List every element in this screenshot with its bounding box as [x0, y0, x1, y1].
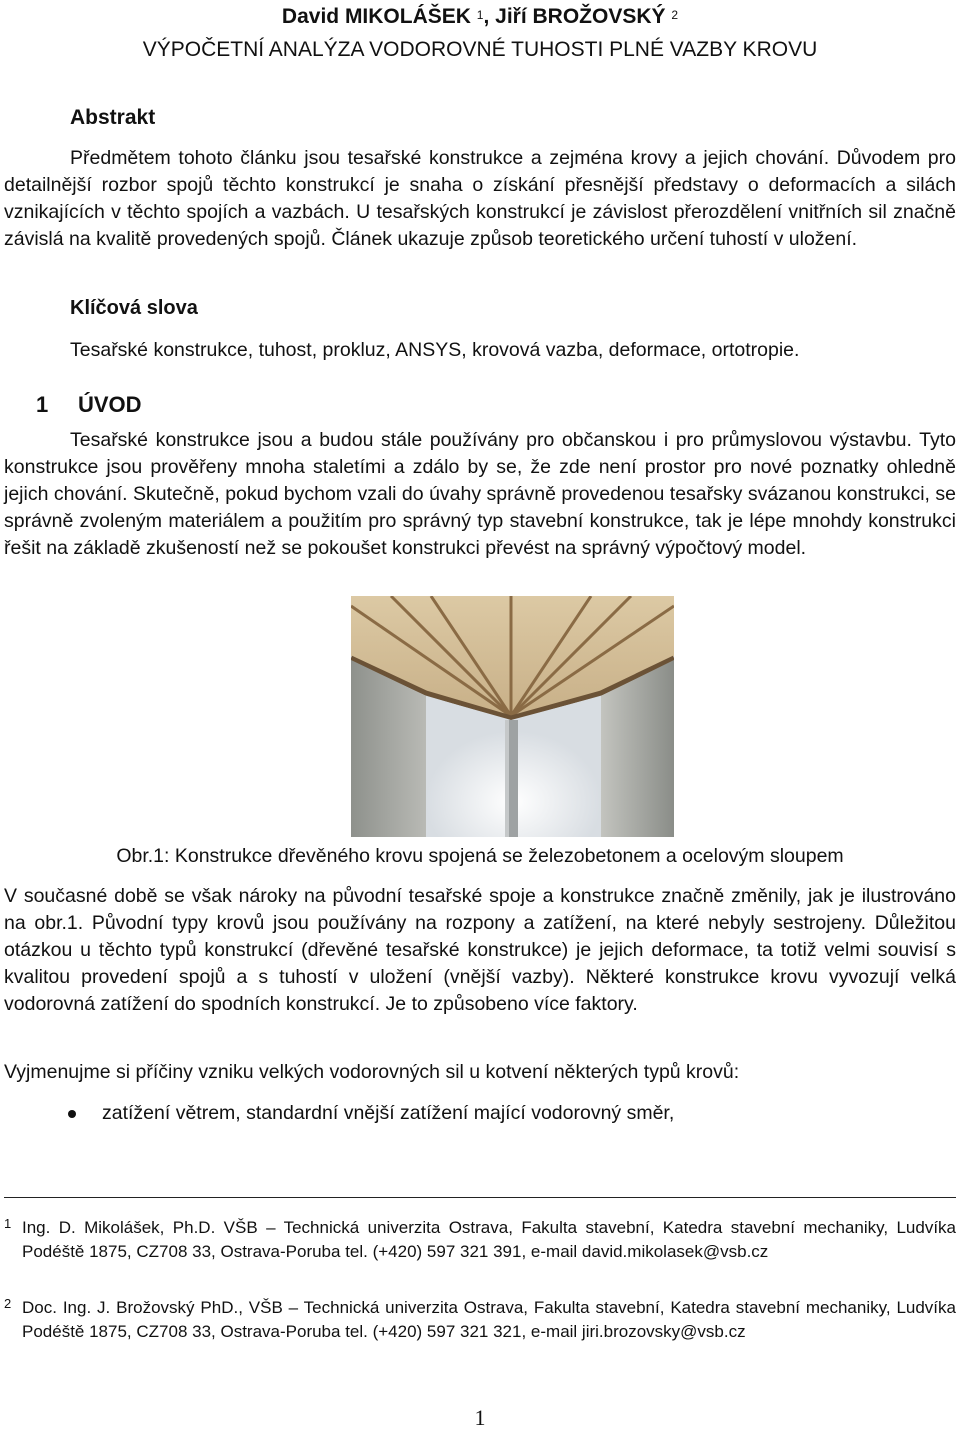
roof-structure-photo — [351, 596, 674, 837]
author-separator: , — [483, 5, 496, 28]
section-heading — [36, 390, 142, 420]
keywords-text: Tesařské konstrukce, tuhost, prokluz, ANSYS, krovová vazba, deformace, ortotropie. — [70, 339, 800, 361]
author-line — [0, 3, 960, 31]
roof-photo-illustration — [351, 596, 674, 837]
footnote-divider — [4, 1197, 956, 1198]
paragraph-2: V současné době se však nároky na původní tesařské spoje a konstrukce značně změnily, jak je ilustrováno na obr.1. Původní typy krovů jsou používány na rozpony a zatížení, na které nebyly sestrojeny. Důležitou otázkou u těchto typů konstrukcí (dřevěné tesařské konstrukce) je jejich deformace, ta totiž velmi souvisí s kvalitou provedení spojů a s tuhostí v uložení (vnější vazby). Některé konstrukce krovu vyvozují velká vodorovná zatížení do spodních konstrukcí. Je to způsobeno více faktory. — [4, 885, 956, 1015]
paper-title: VÝPOČETNÍ ANALÝZA VODOROVNÉ TUHOSTI PLNÉ VAZBY KROVU — [142, 38, 818, 61]
figure-caption: Obr.1: Konstrukce dřevěného krovu spojená se železobetonem a ocelovým sloupem — [116, 845, 844, 867]
section-number: 1 — [36, 392, 49, 417]
list-item-text: zatížení větrem, standardní vnější zatížení mající vodorovný směr, — [102, 1102, 675, 1124]
paragraph-3: Vyjmenujme si příčiny vzniku velkých vodorovných sil u kotvení některých typů krovů: — [4, 1061, 740, 1083]
section-title: ÚVOD — [78, 392, 142, 417]
bullet-icon — [68, 1110, 76, 1118]
abstract-paragraph — [4, 145, 956, 253]
author-2-name: Jiří BROŽOVSKÝ — [495, 5, 666, 28]
page-number: 1 — [474, 1405, 486, 1430]
author-2-footnote-mark: 2 — [671, 8, 679, 22]
footnote-text: Doc. Ing. J. Brožovský PhD., VŠB – Technická univerzita Ostrava, Fakulta stavební, Katedra stavební mechaniky, Ludvíka Podéště 1875, CZ708 33, Ostrava-Poruba tel. (+420) 597 321 321, e-mail jiri.brozovsky@vsb.cz — [22, 1298, 956, 1341]
footnote-number: 1 — [4, 1216, 12, 1231]
footnote-2 — [4, 1296, 956, 1344]
author-1-name: David MIKOLÁŠEK — [281, 5, 471, 28]
footnote-text: Ing. D. Mikolášek, Ph.D. VŠB – Technická univerzita Ostrava, Fakulta stavební, Katedra stavební mechaniky, Ludvíka Podéště 1875, CZ708 33, Ostrava-Poruba tel. (+420) 597 321 391, e-mail david.mikolasek@vsb.cz — [22, 1218, 956, 1261]
list-item — [60, 1100, 940, 1127]
causes-list — [60, 1100, 940, 1127]
intro-text: Tesařské konstrukce jsou a budou stále používány pro občanskou i pro průmyslovou výstavbu. Tyto konstrukce jsou prověřeny mnoha staletími a zdálo by se, že zde není prostor pro nové poznatky ohledně jejich chování. Skutečně, pokud bychom vzali do úvahy správně provedenou tesařsky svázanou konstrukci, se správně zvoleným materiálem a použitím pro správný typ stavební konstrukce, tak je lépe mnohdy konstrukci řešit na základě zkušeností než se pokoušet konstrukci převést na správný výpočtový model. — [4, 429, 956, 559]
footnote-1 — [4, 1216, 956, 1264]
intro-paragraph — [4, 427, 956, 562]
footnote-number: 2 — [4, 1296, 12, 1311]
author-1-footnote-mark: 1 — [476, 8, 484, 22]
keywords-heading: Klíčová slova — [70, 297, 198, 319]
abstract-heading: Abstrakt — [70, 106, 156, 129]
abstract-text: Předmětem tohoto článku jsou tesařské konstrukce a zejména krovy a jejich chování. Důvodem pro detailnější rozbor spojů těchto konstrukcí je snaha o získání přesnější představy o deformacích a silách vznikajících v těchto spojích a vazbách. U tesařských konstrukcí je závislost přerozdělení vnitřních sil značně závislá na kvalitě provedených spojů. Článek ukazuje způsob teoretického určení tuhostí v uložení. — [4, 147, 956, 250]
